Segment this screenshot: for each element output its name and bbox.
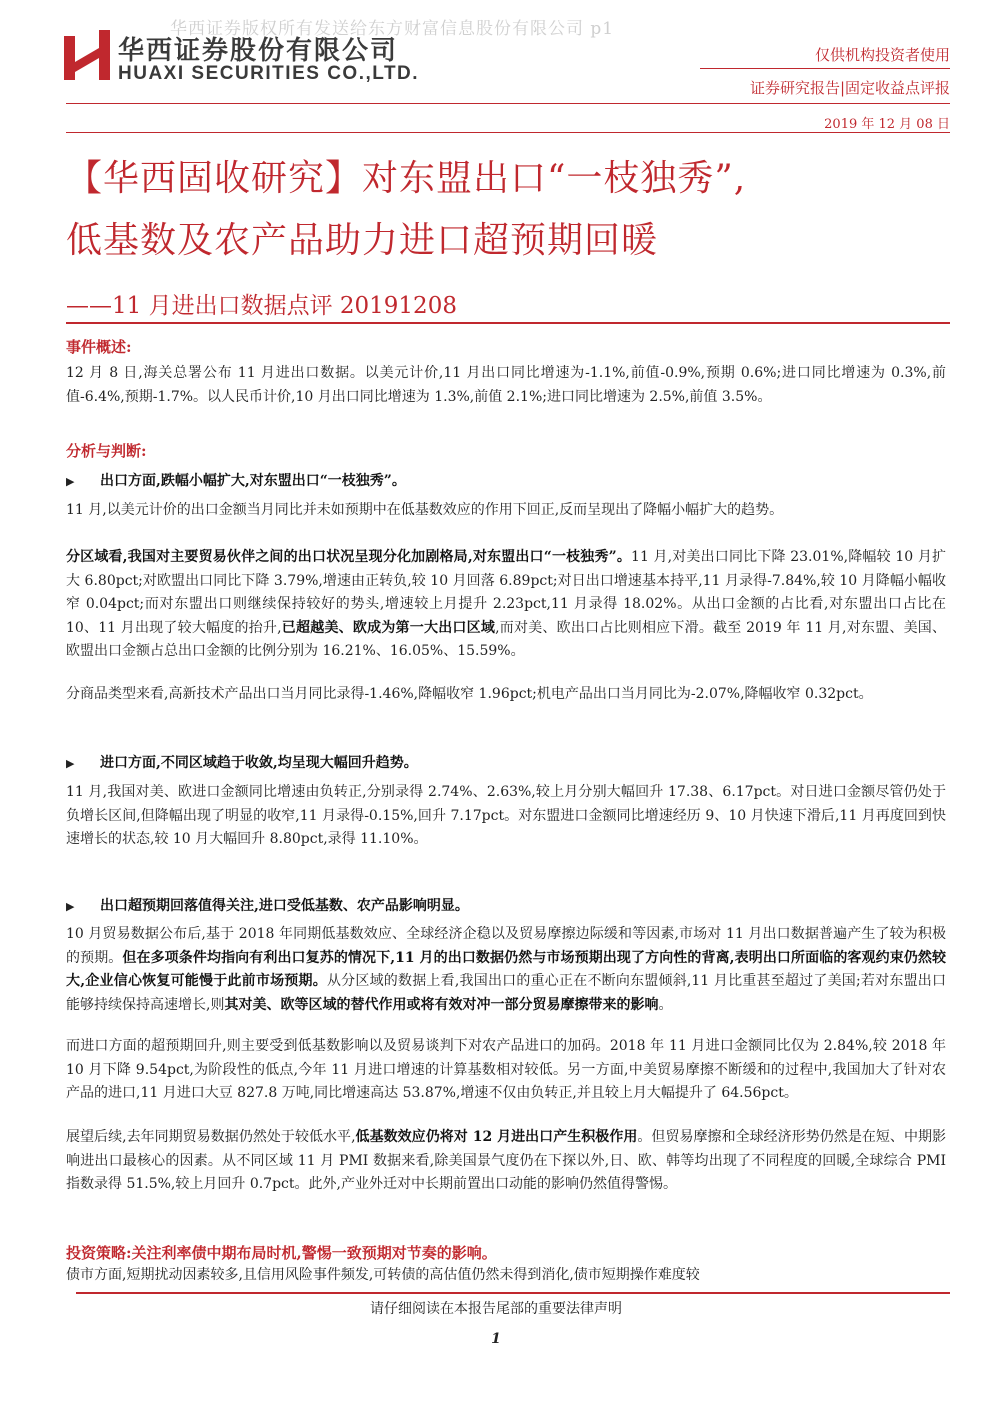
report-title-line1: 【华西固收研究】对东盟出口“一枝独秀”, [66,158,747,199]
outlook-p3-text-2: 。但贸易摩擦和全球经济形势仍然是在短、中期影响进出口最核心的因素。从不同区域 11 月 PMI 数据来看,除美国景气度仍在下探以外,日、欧、韩等均出现了不同程度的回暖,全球综合 PMI 指数录得 51.5%,较上月回升 0.7pct。此外,产业外迁对中长期前置出口动能的影响仍然值得警惕。 [66,1129,947,1192]
outlook-p1-text-1: 10 月贸易数据公布后,基于 2018 年同期低基数效应、全球经济企稳以及贸易摩擦边际缓和等因素,市场对 11 月出口数据普遍产生了较为积极的预期。 [66,926,946,966]
outlook-bullet-text: 出口超预期回落值得关注,进口受低基数、农产品影响明显。 [100,898,469,914]
report-date: 2019 年 12 月 08 日 [824,117,950,132]
subtitle-divider [66,322,950,324]
export-paragraph-1: 11 月,以美元计价的出口金额当月同比并未如预期中在低基数效应的作用下回正,反而呈现出了降幅小幅扩大的趋势。 [66,502,784,518]
legal-disclaimer-link: 请仔细阅读在本报告尾部的重要法律声明 [370,1301,622,1317]
audience-label: 仅供机构投资者使用 [814,46,950,64]
export-paragraph-3: 分商品类型来看,高新技术产品出口当月同比录得-1.46%,降幅收窄 1.96pct;机电产品出口当月同比为-2.07%,降幅收窄 0.32pct。 [66,686,873,702]
watermark: 华西证券版权所有发送给东方财富信息股份有限公司 p1 [170,19,615,39]
strategy-paragraph: 债市方面,短期扰动因素较多,且信用风险事件频发,可转债的高估值仍然未得到消化,债市短期操作难度较 [66,1267,700,1283]
event-heading: 事件概述: [66,338,132,356]
strategy-heading: 投资策略:关注利率债中期布局时机,警惕一致预期对节奏的影响。 [66,1244,497,1262]
header-divider-3 [66,132,950,133]
bullet-triangle-icon: ▶ [66,757,75,770]
export-bullet [66,470,406,490]
outlook-p1-text-2: 从分区域的数据上看,我国出口的重心正在不断向东盟倾斜,11 月比重甚至超过了美国;若对东盟出口能够持续保持高速增长,则 [66,973,946,1013]
page-number: 1 [491,1331,501,1347]
huaxi-logo-icon [64,30,110,80]
report-title-line2: 低基数及农产品助力进口超预期回暖 [66,220,659,261]
outlook-paragraph-1 [66,923,946,1017]
company-name-cn: 华西证券股份有限公司 [118,36,399,66]
import-paragraph-1: 11 月,我国对美、欧进口金额同比增速由负转正,分别录得 2.74%、2.63%,较上月分别大幅回升 17.38、6.17pct。对日进口金额尽管仍处于负增长区间,但降幅出现了明显的收窄,11 月录得-0.15%,回升 7.17pct。对东盟进口金额同比增速经历 9、10 月快速下滑后,11 月再度回到快速增长的状态,较 10 月大幅回升 8.80pct,录得 11.10%。 [66,784,946,847]
import-bullet [66,752,418,772]
outlook-p3-bold-1: 低基数效应仍将对 12 月进出口产生积极作用 [355,1129,638,1145]
outlook-paragraph-2: 而进口方面的超预期回升,则主要受到低基数影响以及贸易谈判下对农产品进口的加码。2018 年 11 月进口金额同比仅为 2.84%,较 2018 年 10 月下降 9.54pct,为阶段性的低点,今年 11 月进口增速的计算基数相对较低。另一方面,中美贸易摩擦不断缓和的过程中,我国加大了针对农产品的进口,11 月进口大豆 827.8 万吨,同比增速高达 53.87%,增速不仅由负转正,并且较上月大幅提升了 64.56pct。 [66,1038,946,1101]
export-paragraph-2 [66,546,946,664]
import-bullet-text: 进口方面,不同区域趋于收敛,均呈现大幅回升趋势。 [100,755,418,771]
outlook-p3-text-1: 展望后续,去年同期贸易数据仍然处于较低水平, [66,1129,356,1145]
analysis-heading: 分析与判断: [66,442,147,460]
export-bullet-text: 出口方面,跌幅小幅扩大,对东盟出口“一枝独秀”。 [100,473,406,489]
export-p2-text-1: 11 月,对美出口同比下降 23.01%,降幅较 10 月扩大 6.80pct;对欧盟出口同比下降 3.79%,增速由正转负,较 10 月回落 6.89pct;对日出口增速基本持平,11 月录得-7.84%,较 10 月降幅小幅收窄 0.04pct;而对东盟出口则继续保持较好的势头,增速较上月提升 2.23pct,11 月录得 18.02%。从出口金额的占比看,对东盟出口占比在 10、11 月出现了较大幅度的抬升, [66,549,946,636]
export-p2-bold-2: 已超越美、欧成为第一大出口区域 [281,619,496,636]
export-p2-bold-1: 分区域看,我国对主要贸易伙伴之间的出口状况呈现分化加剧格局,对东盟出口“一枝独秀”。 [66,549,632,565]
bullet-triangle-icon: ▶ [66,475,75,488]
header-divider-1 [700,68,950,69]
export-p2-text-2: ,而对美、欧出口占比则相应下滑。截至 2019 年 11 月,对东盟、美国、欧盟出口金额占总出口金额的比例分别为 16.21%、16.05%、15.59%。 [66,619,947,659]
outlook-paragraph-3 [66,1126,946,1197]
footer-divider [76,1292,950,1294]
outlook-bullet [66,895,469,915]
bullet-triangle-icon: ▶ [66,900,75,913]
outlook-p1-text-3: 。 [658,996,673,1013]
header-divider-2 [66,103,950,104]
company-name-en: HUAXI SECURITIES CO.,LTD. [118,63,420,84]
outlook-p1-bold-1: 但在多项条件均指向有利出口复苏的情况下,11 月的出口数据仍然与市场预期出现了方向性的背离,表明出口所面临的客观约束仍然较大,企业信心恢复可能慢于此前市场预期。 [66,949,946,989]
report-type-label: 证券研究报告|固定收益点评报 [749,79,950,97]
event-paragraph: 12 月 8 日,海关总署公布 11 月进出口数据。以美元计价,11 月出口同比增速为-1.1%,前值-0.9%,预期 0.6%;进口同比增速为 0.3%,前值-6.4%,预期-1.7%。以人民币计价,10 月出口同比增速为 1.3%,前值 2.1%;进口同比增速为 2.5%,前值 3.5%。 [66,365,946,405]
outlook-p1-bold-2: 其对美、欧等区域的替代作用或将有效对冲一部分贸易摩擦带来的影响 [224,996,659,1013]
report-subtitle: ——11 月进出口数据点评 20191208 [66,293,457,319]
